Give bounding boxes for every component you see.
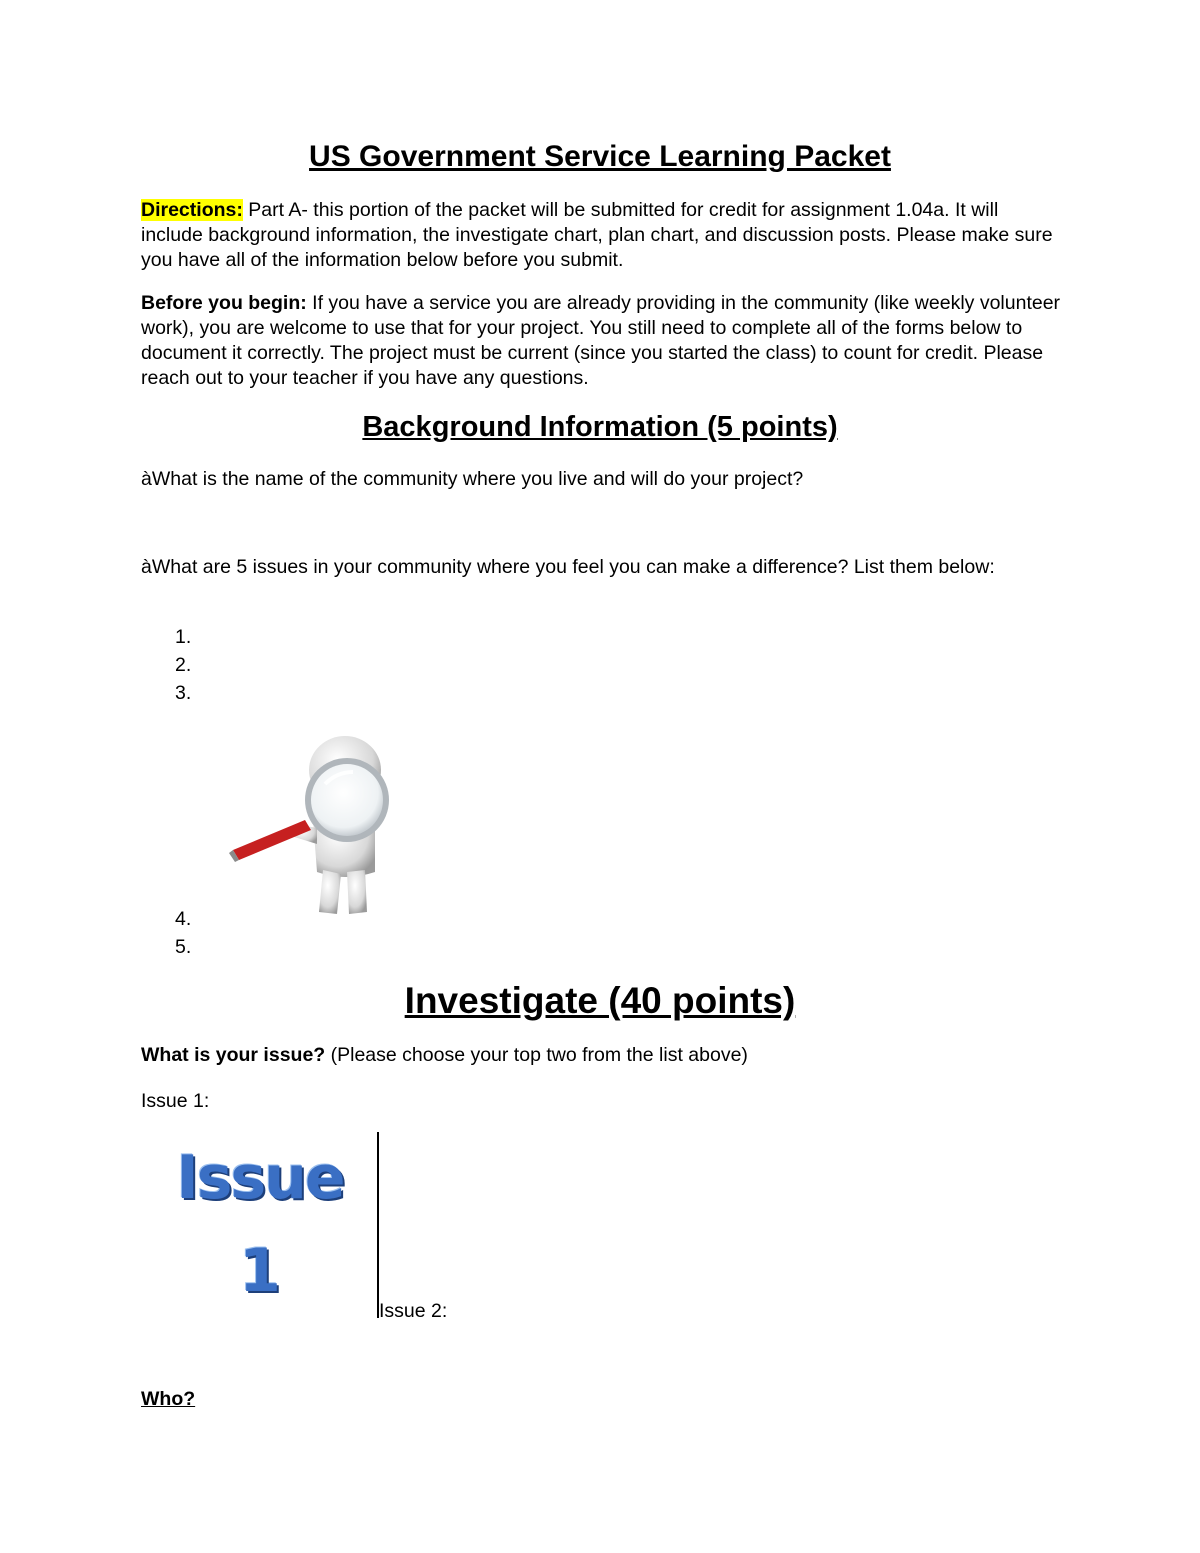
directions-paragraph	[141, 198, 1061, 273]
before-you-begin-paragraph	[141, 291, 1061, 391]
list-item: 4.	[175, 908, 192, 930]
before-you-begin-text: If you have a service you are already providing in the community (like weekly volunteer work), you are welcome to use that for your project. You still need to complete all of the forms below to document it correctly. The project must be current (since you started the class) to count for credit. Please reach out to your teacher if you have any questions.	[141, 292, 1061, 389]
issue-2-label: Issue 2:	[379, 1300, 448, 1322]
before-you-begin-label: Before you begin:	[141, 292, 307, 314]
magnifying-glass-figure-icon	[225, 732, 415, 920]
issue-1-label: Issue 1:	[141, 1090, 210, 1112]
issue-question-label: What is your issue?	[141, 1044, 326, 1066]
who-heading: Who?	[141, 1388, 196, 1410]
directions-label: Directions:	[141, 199, 243, 221]
background-heading: Background Information (5 points)	[362, 411, 838, 443]
issue-graphic-number: 1	[239, 1236, 281, 1306]
list-item: 5.	[175, 936, 192, 958]
page-title: US Government Service Learning Packet	[309, 140, 891, 173]
issue-question	[141, 1043, 1061, 1068]
list-item: 1.	[175, 626, 192, 648]
list-item: 3.	[175, 682, 192, 704]
list-item: 2.	[175, 654, 192, 676]
issues-question: àWhat are 5 issues in your community where you feel you can make a difference? List them below:	[141, 556, 995, 578]
issue-graphic-word: Issue	[176, 1143, 344, 1213]
vertical-divider	[377, 1132, 379, 1318]
directions-text: Part A- this portion of the packet will be submitted for credit for assignment 1.04a. It will include background information, the investigate chart, plan chart, and discussion posts. Please make sure you have all of the information below before you submit.	[141, 199, 1053, 271]
investigate-heading: Investigate (40 points)	[404, 980, 796, 1021]
issue-question-text: (Please choose your top two from the list above)	[325, 1044, 748, 1066]
community-question: àWhat is the name of the community where you live and will do your project?	[141, 468, 804, 490]
